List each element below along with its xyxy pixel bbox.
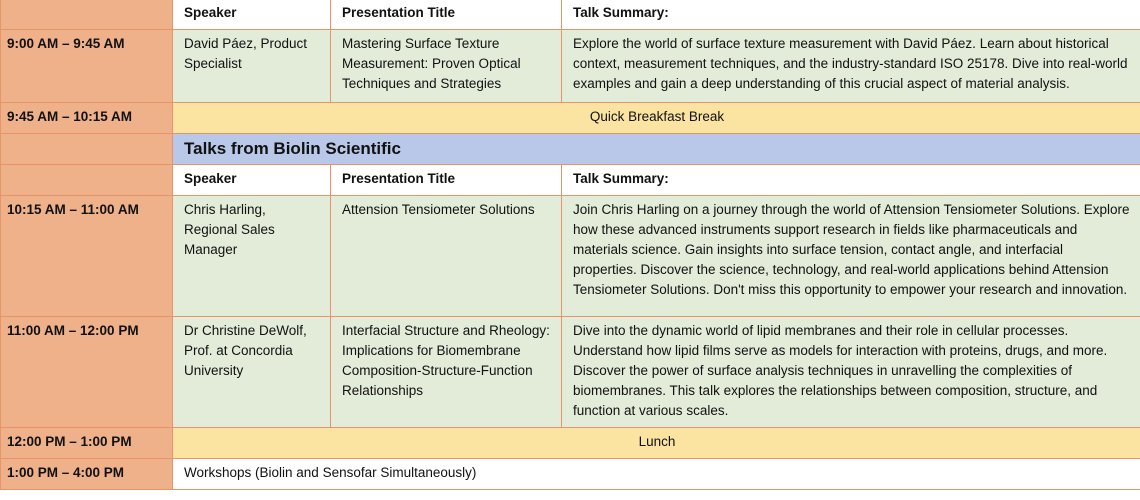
workshops-cell: Workshops (Biolin and Sensofar Simultaneously): [173, 459, 1140, 490]
time-cell: 12:00 PM – 1:00 PM: [1, 428, 173, 459]
section-row: [1, 134, 1140, 165]
time-cell: 1:00 PM – 4:00 PM: [1, 459, 173, 490]
time-cell: [1, 165, 173, 196]
title-cell: Attension Tensiometer Solutions: [331, 196, 562, 317]
speaker-header: Speaker: [173, 0, 331, 30]
speaker-cell: David Páez, Product Specialist: [173, 30, 331, 103]
table-row: [1, 103, 1140, 134]
speaker-header: Speaker: [173, 165, 331, 196]
time-cell: 9:45 AM – 10:15 AM: [1, 103, 173, 134]
summary-cell: Join Chris Harling on a journey through the world of Attension Tensiometer Solutions. Explore how these advanced instruments support research in fields like pharmaceuticals and materials science. Gain insights into surface tension, contact angle, and interfacial properties. Discover the science, technology, and real-world applications behind Attension Tensiometer Solutions. Don't miss this opportunity to empower your research and innovation.: [562, 196, 1140, 317]
title-cell: Mastering Surface Texture Measurement: Proven Optical Techniques and Strategies: [331, 30, 562, 103]
title-cell: Interfacial Structure and Rheology: Implications for Biomembrane Composition-Structure-Function Relationships: [331, 317, 562, 428]
table-header-row: [1, 165, 1140, 196]
table-row: [1, 317, 1140, 428]
speaker-cell: Dr Christine DeWolf, Prof. at Concordia University: [173, 317, 331, 428]
time-cell: 11:00 AM – 12:00 PM: [1, 317, 173, 428]
summary-header: Talk Summary:: [562, 0, 1140, 30]
time-cell: 10:15 AM – 11:00 AM: [1, 196, 173, 317]
title-header: Presentation Title: [331, 0, 562, 30]
summary-header: Talk Summary:: [562, 165, 1140, 196]
section-title: Talks from Biolin Scientific: [173, 134, 1140, 165]
table-row: [1, 459, 1140, 490]
time-cell: 9:00 AM – 9:45 AM: [1, 30, 173, 103]
summary-cell: Explore the world of surface texture measurement with David Páez. Learn about historical context, measurement techniques, and the industry-standard ISO 25178. Dive into real-world examples and gain a deep understanding of this crucial aspect of material analysis.: [562, 30, 1140, 103]
table-row: [1, 30, 1140, 103]
title-header: Presentation Title: [331, 165, 562, 196]
time-cell: [1, 0, 173, 30]
summary-cell: Dive into the dynamic world of lipid membranes and their role in cellular processes. Understand how lipid films serve as models for interaction with proteins, drugs, and more. Discover the power of surface analysis techniques in unravelling the complexities of biomembranes. This talk explores the relationships between composition, structure, and function at various scales.: [562, 317, 1140, 428]
speaker-cell: Chris Harling, Regional Sales Manager: [173, 196, 331, 317]
table-row: [1, 196, 1140, 317]
break-cell: Quick Breakfast Break: [173, 103, 1140, 134]
table-header-row: [1, 0, 1140, 30]
table-row: [1, 428, 1140, 459]
lunch-cell: Lunch: [173, 428, 1140, 459]
time-cell: [1, 134, 173, 165]
